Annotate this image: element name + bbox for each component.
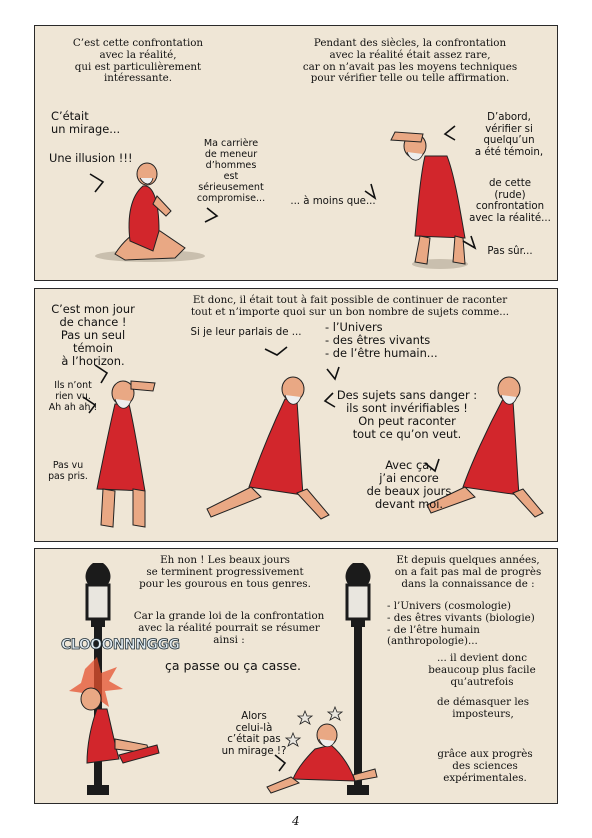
speech-bubble: ça passe ou ça casse. [164, 658, 302, 673]
speech-bubble: D’abord, vérifier si quelqu’un a été témoin, [474, 112, 544, 159]
narration-box: de démasquer les imposteurs, [436, 696, 529, 720]
speech-bubble: Des sujets sans danger : ils sont invérifiables ! On peut raconter tout ce qu’on veut. [336, 388, 478, 442]
speech-bubble: - l’Univers - des êtres vivants - de l’être humain... [325, 320, 438, 361]
panel-2 [34, 288, 558, 542]
speech-bubble: Ils n’ont rien vu. Ah ah ah ! [48, 380, 98, 413]
speech-bubble: ... à moins que... [290, 196, 376, 207]
speech-bubble: Alors celui-là c’était pas un mirage !? [221, 711, 287, 758]
narration-box: Et depuis quelques années, on a fait pas mal de progrès dans la connaissance de : [394, 554, 542, 590]
crashing-guru-figure [81, 688, 159, 763]
narration-box: Car la grande loi de la confrontation avec la réalité pourrait se résumer ainsi : [133, 610, 325, 646]
page-number: 4 [292, 814, 300, 828]
impact-sound-effect: CLOOONNNGGG [61, 637, 180, 653]
lamp-post-figure [346, 563, 371, 795]
speech-bubble: C’est mon jour de chance ! Pas un seul témoin à l’horizon. [51, 302, 135, 369]
narration-box: Pendant des siècles, la confrontation avec la réalité était assez rare, car on n’avait pas les moyens techniques pour vérifier telle ou telle affirmation. [302, 37, 518, 85]
narration-box: C’est cette confrontation avec la réalité, qui est particulièrement intéressante. [72, 37, 204, 85]
dizzy-star-icon [298, 711, 312, 724]
panel-3 [34, 548, 558, 804]
speech-bubble: Si je leur parlais de ... [190, 327, 302, 338]
speech-bubble: Pas sûr... [487, 246, 533, 257]
standing-guru-figure [97, 381, 155, 527]
narration-box: - l’Univers (cosmologie) - des êtres vivants (biologie) - de l’être humain (anthropologie)... [387, 600, 535, 648]
dizzy-star-icon [328, 707, 342, 720]
standing-guru-figure [391, 132, 468, 269]
speech-bubble: Ma carrière de meneur d’hommes est sérieusement compromise... [196, 138, 266, 205]
narration-box: ... il devient donc beaucoup plus facile qu’autrefois [428, 652, 536, 688]
speech-bubble: Pas vu pas pris. [48, 460, 88, 482]
panel-1 [34, 25, 558, 281]
narration-box: grâce aux progrès des sciences expérimentales. [437, 748, 533, 784]
speech-bubble: Une illusion !!! [49, 151, 133, 165]
speech-bubble: de cette (rude) confrontation avec la réalité... [469, 178, 551, 225]
walking-guru-figure [207, 377, 329, 519]
speech-bubble: Avec ça, j’ai encore de beaux jours devant moi. [366, 458, 452, 512]
narration-box: Eh non ! Les beaux jours se terminent progressivement pour les gourous en tous genres. [139, 554, 311, 590]
speech-bubble: C’était un mirage... [51, 109, 121, 137]
narration-box: Et donc, il était tout à fait possible de continuer de raconter tout et n’importe quoi sur un bon nombre de sujets comme... [190, 294, 510, 318]
